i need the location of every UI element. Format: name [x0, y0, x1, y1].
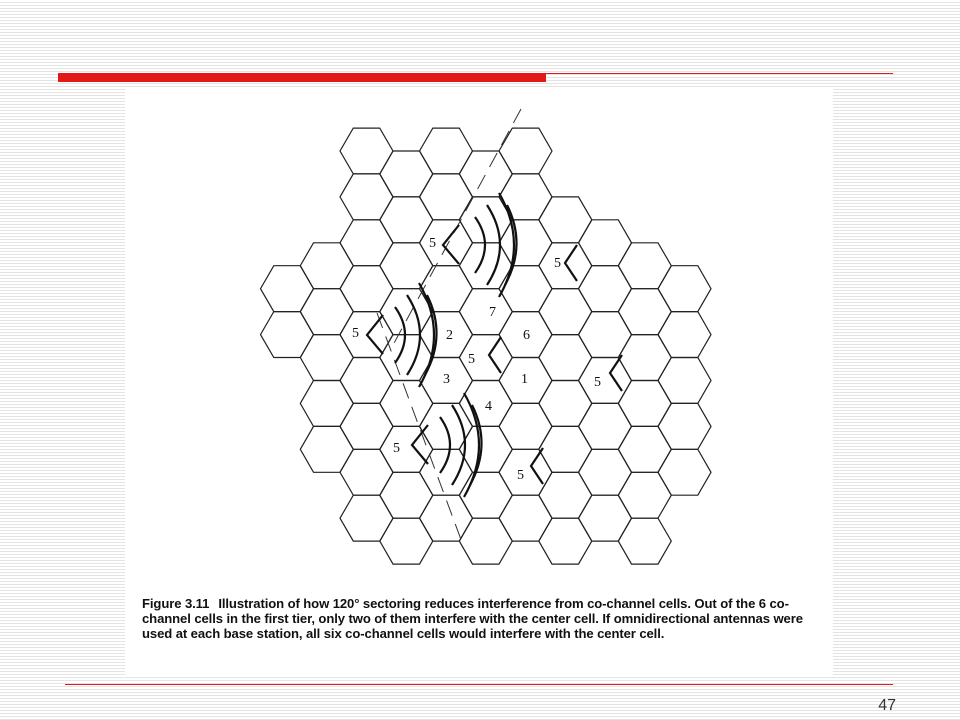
caption-text: Illustration of how 120° sectoring reduces interference from co-channel cells. Out of the 6 co-channel cells in the first tier, only two of them interfere with the center cell. If omnidirectional antennas were used at each base station, all six co-channel cells would interfere with the center cell. [142, 596, 803, 641]
arc-upper-1 [475, 217, 485, 273]
hex-cell [340, 220, 393, 266]
hex-cell [340, 174, 393, 220]
hex-cell [579, 358, 632, 404]
hex-cell [658, 403, 711, 449]
dashed-line-lower [377, 313, 463, 545]
hex-cell [539, 472, 592, 518]
hex-cell [658, 312, 711, 358]
hex-cell [340, 449, 393, 495]
hex-cell [658, 358, 711, 404]
hex-cell [261, 312, 314, 358]
label-cell-5-right: 5 [594, 375, 601, 390]
hex-cell [618, 243, 671, 289]
hex-cell [618, 426, 671, 472]
label-cell-3: 3 [443, 372, 450, 387]
hex-cell [459, 151, 512, 197]
hex-cell [340, 128, 393, 174]
label-cell-4: 4 [485, 399, 492, 414]
arc-lower-1 [440, 417, 450, 473]
hex-cell [340, 495, 393, 541]
hex-cell [618, 381, 671, 427]
hex-cell [579, 403, 632, 449]
label-cell-5-upper-right: 5 [554, 256, 561, 271]
label-cell-5-upper: 5 [429, 236, 436, 251]
hex-cell [618, 472, 671, 518]
caption-label: Figure 3.11 [142, 596, 210, 611]
arc-upper-2 [487, 205, 500, 285]
label-cell-6: 6 [523, 328, 530, 343]
hex-cell [579, 312, 632, 358]
arc-lower-2 [452, 405, 465, 485]
figure-caption [142, 596, 822, 641]
antenna-wedge-upper [443, 225, 459, 264]
hex-cell [380, 151, 433, 197]
hex-cell [499, 403, 552, 449]
antenna-wedge-left [367, 315, 383, 354]
slide-number: 47 [878, 697, 896, 714]
hex-cell [579, 495, 632, 541]
hex-cell [420, 495, 473, 541]
antenna-wedge-upper-right [565, 245, 577, 281]
hex-cell [459, 518, 512, 564]
hex-cell [579, 266, 632, 312]
footer-line [65, 684, 893, 685]
hex-cell [300, 381, 353, 427]
hex-cell [658, 449, 711, 495]
hex-cell [658, 266, 711, 312]
hex-cell [261, 266, 314, 312]
hexagon-diagram [125, 87, 833, 587]
sector-antennas [367, 225, 622, 484]
cell-labels [352, 236, 601, 483]
label-cell-5-lower: 5 [393, 441, 400, 456]
label-cell-5-center: 5 [468, 352, 475, 367]
hexagon-grid [261, 128, 712, 564]
figure-panel [125, 87, 833, 677]
label-cell-1: 1 [521, 372, 528, 387]
label-cell-5-left: 5 [352, 326, 359, 341]
hex-cell [380, 381, 433, 427]
hex-cell [579, 449, 632, 495]
hex-cell [380, 472, 433, 518]
hex-cell [579, 220, 632, 266]
hex-cell [499, 495, 552, 541]
hex-cell [380, 197, 433, 243]
hex-cell [340, 266, 393, 312]
hex-cell [300, 426, 353, 472]
hex-cell [300, 243, 353, 289]
hex-cell [459, 426, 512, 472]
hex-cell [618, 518, 671, 564]
hex-cell [380, 243, 433, 289]
hex-cell [340, 358, 393, 404]
title-accent-bar [58, 73, 546, 82]
hex-cell [499, 174, 552, 220]
hex-cell [539, 518, 592, 564]
hex-cell [539, 289, 592, 335]
hex-cell [420, 128, 473, 174]
hex-cell [499, 266, 552, 312]
hex-cell [420, 174, 473, 220]
interference-arcs [395, 193, 517, 497]
label-cell-7: 7 [489, 305, 496, 320]
hex-cell [380, 426, 433, 472]
hex-cell [539, 381, 592, 427]
hex-cell [539, 426, 592, 472]
hex-cell [300, 289, 353, 335]
hex-cell [420, 266, 473, 312]
label-cell-5-lower-right: 5 [517, 468, 524, 483]
hex-cell [340, 403, 393, 449]
hex-cell [539, 197, 592, 243]
hex-cell [499, 220, 552, 266]
hex-cell [618, 289, 671, 335]
hex-cell [618, 335, 671, 381]
hex-cell [300, 335, 353, 381]
hex-cell [539, 335, 592, 381]
hex-cell [459, 289, 512, 335]
hex-cell [499, 449, 552, 495]
hex-cell [459, 472, 512, 518]
title-accent-line [546, 73, 893, 74]
hex-cell [539, 243, 592, 289]
hex-cell [380, 518, 433, 564]
antenna-wedge-center [489, 337, 501, 373]
label-cell-2: 2 [446, 328, 453, 343]
